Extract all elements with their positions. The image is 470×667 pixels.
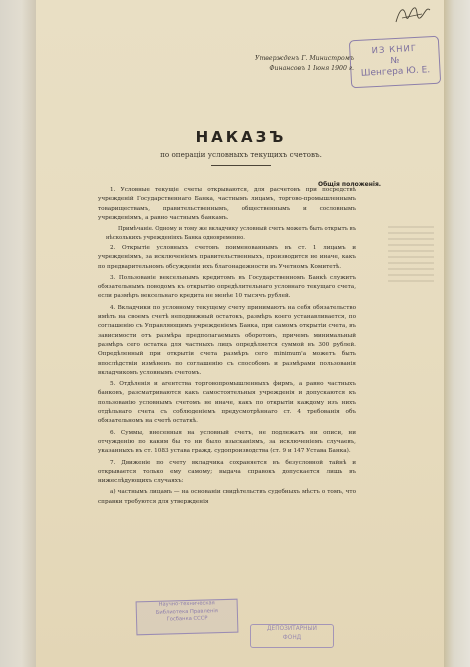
bleed-through-text <box>388 226 434 286</box>
stamp-line: Научно-техническая <box>158 600 215 608</box>
document-subtitle: по операцiи условныхъ текущихъ счетовъ. <box>160 150 322 159</box>
handwritten-signature <box>392 2 436 28</box>
scan-right-edge <box>444 0 470 667</box>
document-body <box>98 186 356 509</box>
document-page <box>36 0 444 667</box>
paragraph: 5. Отдѣленiя и агентства торговопромышленныхъ фирмъ, а равно частныхъ банковъ, разсматриваются какъ самостоятельныя учрежденiя и допускаются къ пользованiю условнымъ счетомъ не иначе, какъ по открытiи каждому изъ нихъ отдѣльнаго счета съ соблюденiемъ предусмотрѣннаго ст. 4 требованiя объ обязательномъ на счетѣ остаткѣ. <box>98 381 356 425</box>
paragraph: 1. Условные текущiе счеты открываются, для расчетовъ при посредствѣ учрежденiй Государственнаго Банка, частнымъ лицамъ, торгово-промышленнымъ товариществамъ, правительственнымъ, общественнымъ и сословнымъ учрежденiямъ, а равно частнымъ банкамъ. <box>98 187 356 221</box>
stamp-line: ДЕПОЗИТАРНЫЙ <box>267 626 317 632</box>
paragraph: 2. Открытiе условныхъ счетовъ поименованнымъ въ ст. 1 лицамъ и учрежденiямъ, за исключенiемъ правительственныхъ, производится не иначе, какъ по предварительномъ обсужденiи ихъ благонадежности въ Учетномъ Комитетѣ. <box>98 245 356 270</box>
stamp-line: ФОНД <box>282 635 302 641</box>
depository-stamp <box>250 624 334 648</box>
stamp-line: № <box>390 55 400 67</box>
title-divider <box>211 165 271 166</box>
stamp-line: Госбанка СССР <box>166 615 208 623</box>
paragraph: 4. Вкладчики по условному текущему счету принимаютъ на себя обязательство имѣть на своемъ счетѣ неподвижный остатокъ, размѣръ коего устанавливается, по соглашенiю съ Управляющимъ учрежденiемъ Банка, при самомъ открытiи счета, въ зависимости отъ размѣра предполагаемыхъ оборотовъ, причемъ минимальный размѣръ сего остатка для частныхъ лицъ опредѣляется суммой въ 300 рублей. Опредѣленный при открытiи счета размѣръ сего minimum'a можетъ быть впослѣдствiи измѣненъ по соглашенiю съ способомъ и размѣрами пользованiя вкладчикомъ условнымъ счетомъ. <box>98 304 356 376</box>
paragraph: 7. Движенiе по счету вкладчика сохраняется въ безусловной тайнѣ и открывается только ему самому; выдача справокъ допускается лишь въ нижеслѣдующихъ случаяхъ: <box>98 459 356 485</box>
stamp-line: Библиотека Правленiя <box>155 607 218 616</box>
paragraph: 3. Пользованiе вексельнымъ кредитомъ въ Государственномъ Банкѣ служитъ обязательнымъ поводомъ къ открытiю опредѣлительнаго условнаго текущаго счета, если размѣръ вексельнаго кредита не менѣе 10 тысячъ рублей. <box>98 274 356 300</box>
approval-line: Утвержденъ Г. Министромъ <box>254 55 354 62</box>
document-title: НАКАЗЪ <box>195 128 287 146</box>
section-side-heading: Общiя положенiя. <box>318 181 382 188</box>
paragraph: а) частнымъ лицамъ — на основанiи свидѣтельствъ судебныхъ мѣстъ о томъ, что справки требуются для утвержденiя <box>98 489 356 505</box>
paragraph: 6. Суммы, внесенныя на условный счетъ, не подлежатъ ни описи, ни отчужденiю по каким бы то ни было взысканiямъ, за исключенiемъ случаевъ, указанныхъ въ ст. 1083 устава гражд. судопроизводства (ст. 9 и 147 Устава Банка). <box>98 429 356 455</box>
scan-left-edge <box>0 0 36 667</box>
stamp-line: Шенгера Ю. Е. <box>360 65 431 79</box>
library-stamp-bottom <box>136 599 239 636</box>
approval-line: Финансовъ 1 Iюня 1900 г. <box>269 65 354 72</box>
library-ownership-stamp <box>349 36 441 89</box>
approval-note <box>204 54 354 74</box>
stamp-line: ИЗ КНИГ <box>371 43 418 57</box>
paragraph-note: Примѣчанiе. Одному и тому же вкладчику условный счетъ можетъ быть открытъ въ нѣсколькихъ учрежденiяхъ Банка одновременно. <box>106 226 356 241</box>
